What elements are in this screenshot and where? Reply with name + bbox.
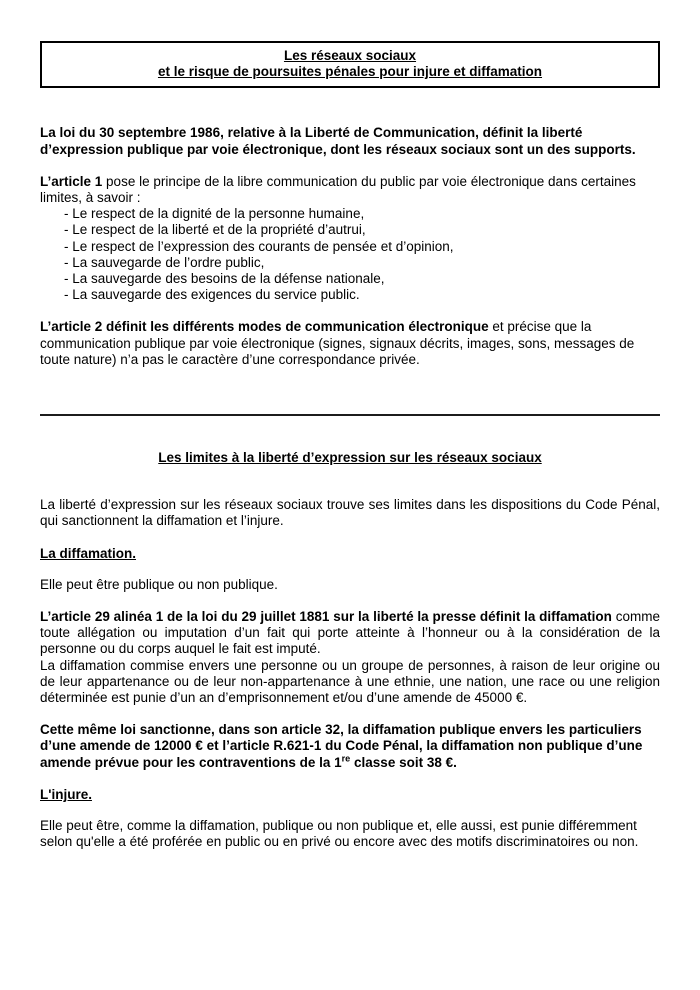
superscript-re: re xyxy=(341,753,351,764)
heading-diffamation-text: La diffamation. xyxy=(40,545,137,561)
list-item-dignite: - Le respect de la dignité de la personne humaine, xyxy=(64,206,365,222)
document-title-line-1: Les réseaux sociaux xyxy=(283,48,417,63)
paragraph-injure: Elle peut être, comme la diffamation, publique ou non publique et, elle aussi, est punie différemment selon qu'elle a été proférée en public ou en privé ou encore avec des motifs discriminatoires ou non. xyxy=(40,818,639,850)
document-title-line-2: et le risque de poursuites pénales pour injure et diffamation xyxy=(157,64,543,80)
section-subtitle-text: Les limites à la liberté d’expression sur les réseaux sociaux xyxy=(158,450,542,466)
article-1-text: pose le principe de la libre communication du public par voie électronique dans certaines limites, à savoir : xyxy=(40,173,636,206)
paragraph-publique-non-publique: Elle peut être publique ou non publique. xyxy=(40,576,278,592)
article-29-label: L’article 29 alinéa 1 de la loi du 29 juillet 1881 sur la liberté la presse définit la diffamation xyxy=(40,609,612,625)
paragraph-article-32 xyxy=(40,722,660,771)
paragraph-liberte-limites: La liberté d’expression sur les réseaux sociaux trouve ses limites dans les dispositions du Code Pénal, qui sanctionnent la diffamation et l’injure. xyxy=(40,497,660,529)
article-32-text-end: classe soit 38 €. xyxy=(350,754,457,770)
article-2-label: L’article 2 définit les différents modes de communication électronique xyxy=(40,319,489,335)
section-subtitle xyxy=(40,450,660,466)
title-box xyxy=(40,41,660,88)
list-item-defense-nationale: - La sauvegarde des besoins de la défense nationale, xyxy=(64,271,385,287)
article-29-sanction-text: La diffamation commise envers une personne ou un groupe de personnes, à raison de leur origine ou de leur appartenance ou de leur non-appartenance à une ethnie, une nation, une race ou une religion déterminée est punie d’un an d’emprisonnement et/ou d’une amende de 45000 €. xyxy=(40,657,660,706)
article-1-label: L’article 1 xyxy=(40,173,103,189)
paragraph-law-1986: La loi du 30 septembre 1986, relative à la Liberté de Communication, définit la liberté d’expression publique par voie électronique, dont les réseaux sociaux sont un des supports. xyxy=(40,125,636,157)
list-item-service-public: - La sauvegarde des exigences du service public. xyxy=(64,287,360,303)
list-item-courants-pensee: - Le respect de l’expression des courants de pensée et d’opinion, xyxy=(64,238,454,254)
list-item-liberte-propriete: - Le respect de la liberté et de la propriété d’autrui, xyxy=(64,222,366,238)
paragraph-article-1 xyxy=(40,174,660,206)
paragraph-article-2 xyxy=(40,319,660,368)
heading-diffamation xyxy=(40,546,660,562)
heading-injure xyxy=(40,787,660,803)
article-32-text-start: Cette même loi sanctionne, dans son article 32, la diffamation publique envers les particuliers d’une amende de 12000 € et l’article R.621-1 du Code Pénal, la diffamation non publique d’une amende prévue pour les contraventions de la 1 xyxy=(40,722,643,770)
paragraph-article-29 xyxy=(40,609,660,706)
article-29-text: comme toute allégation ou imputation d’un fait qui porte atteinte à l’honneur ou à la considération de la personne ou du corps auquel le fait est imputé. xyxy=(40,609,660,657)
section-divider xyxy=(40,414,660,416)
article-2-text: et précise que la communication publique par voie électronique (signes, signaux décrits, images, sons, messages de toute nature) n’a pas le caractère d’une correspondance privée. xyxy=(40,319,635,367)
limits-list xyxy=(40,206,660,303)
heading-injure-text: L'injure. xyxy=(40,786,92,802)
list-item-ordre-public: - La sauvegarde de l’ordre public, xyxy=(64,254,265,270)
